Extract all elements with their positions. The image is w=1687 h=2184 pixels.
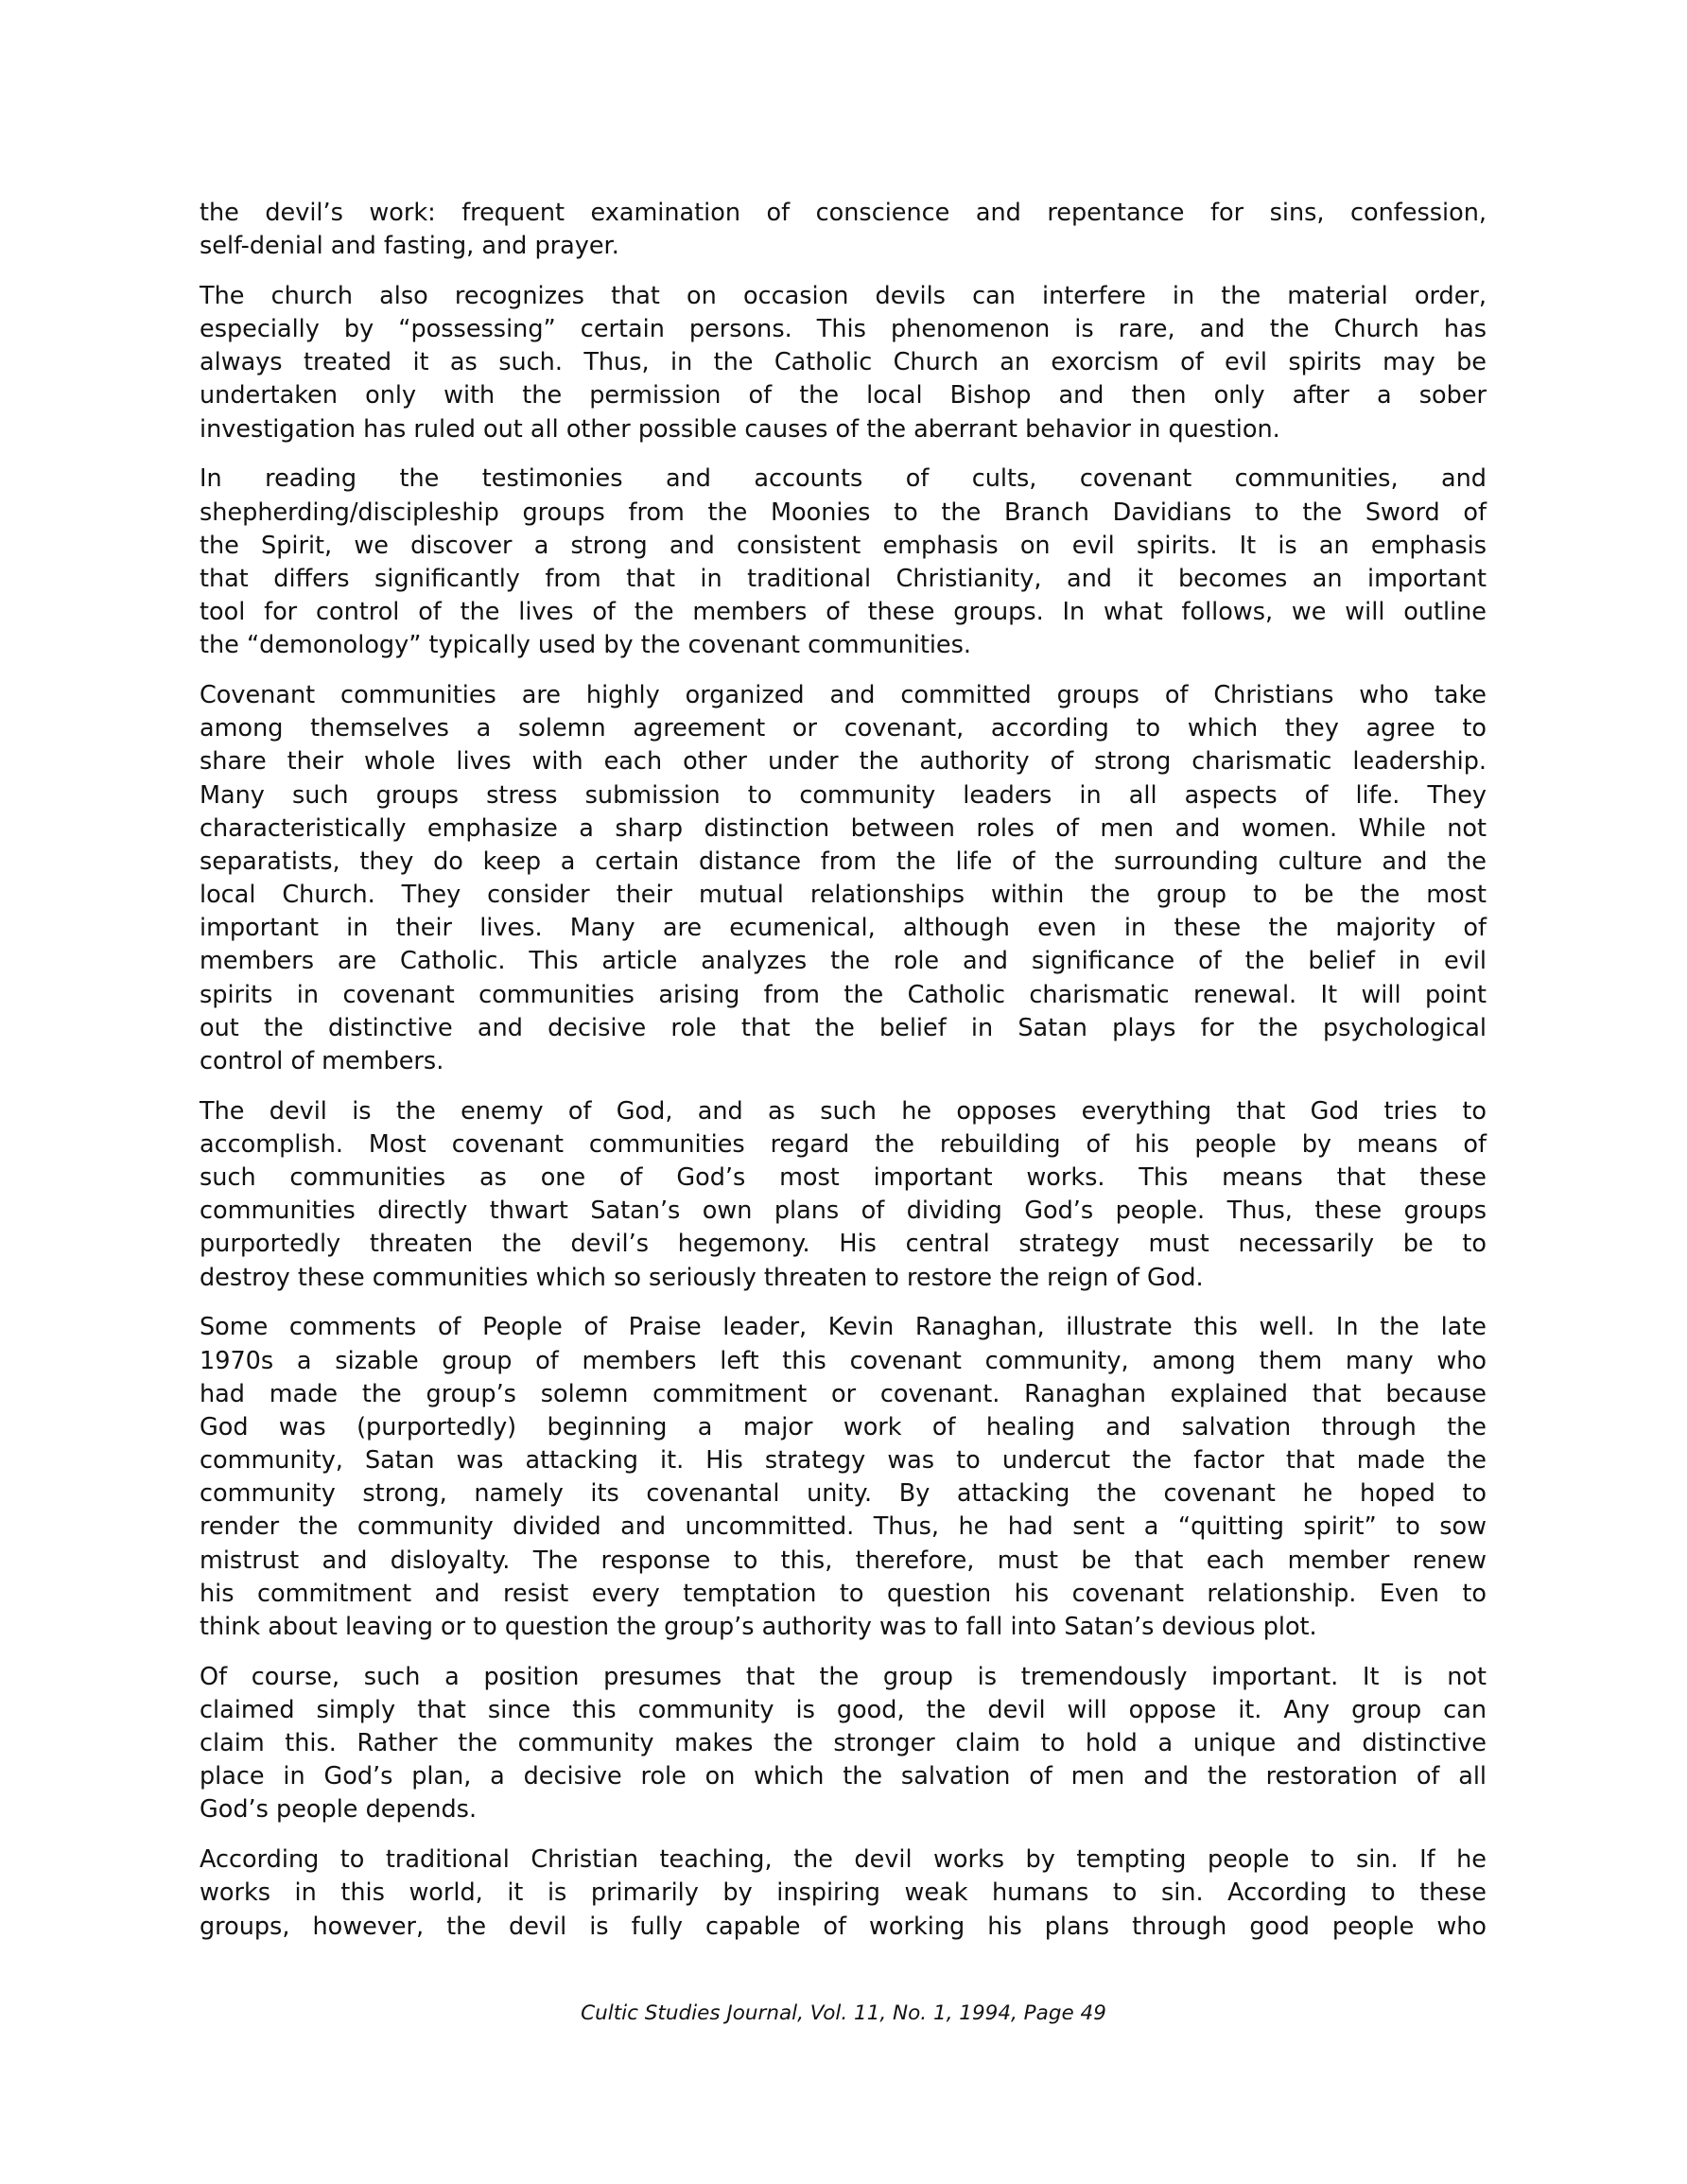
body-text — [200, 197, 1487, 1960]
text-line: shepherding/discipleship groups from the Moonies to the Branch Davidians to the Sword of — [200, 498, 1487, 527]
paragraph — [200, 1311, 1487, 1644]
text-line: members are Catholic. This article analyzes the role and significance of the belief in evil — [200, 947, 1487, 976]
text-line: The devil is the enemy of God, and as such he opposes everything that God tries to — [200, 1096, 1487, 1126]
text-line: God was (purportedly) beginning a major work of healing and salvation through the — [200, 1412, 1487, 1441]
text-line: purportedly threaten the devil’s hegemony. His central strategy must necessarily be to — [200, 1230, 1487, 1259]
page-footer: Cultic Studies Journal, Vol. 11, No. 1, 1994, Page 49 — [581, 2001, 1106, 2025]
text-line: the Spirit, we discover a strong and consistent emphasis on evil spirits. It is an emphasis — [200, 531, 1487, 560]
paragraph — [200, 463, 1487, 662]
paragraph — [200, 1843, 1487, 1944]
text-line: Some comments of People of Praise leader, Kevin Ranaghan, illustrate this well. In the late — [200, 1313, 1487, 1342]
text-line: render the community divided and uncommitted. Thus, he had sent a “quitting spirit” to sow — [200, 1512, 1487, 1542]
text-line: investigation has ruled out all other possible causes of the aberrant behavior in question. — [200, 414, 1280, 444]
text-line: works in this world, it is primarily by inspiring weak humans to sin. According to these — [200, 1878, 1487, 1908]
text-line: God’s people depends. — [200, 1795, 478, 1825]
text-line: the devil’s work: frequent examination of conscience and repentance for sins, confession, — [200, 199, 1487, 227]
text-line: place in God’s plan, a decisive role on which the salvation of men and the restoration of all — [200, 1762, 1487, 1791]
text-line: always treated it as such. Thus, in the Catholic Church an exorcism of evil spirits may be — [200, 348, 1487, 377]
text-line: tool for control of the lives of the members of these groups. In what follows, we will outline — [200, 598, 1487, 627]
text-line: such communities as one of God’s most important works. This means that these — [200, 1163, 1487, 1193]
text-line: Many such groups stress submission to community leaders in all aspects of life. They — [200, 780, 1487, 810]
paragraph — [200, 1095, 1487, 1295]
text-line: Covenant communities are highly organized and committed groups of Christians who take — [200, 680, 1487, 709]
text-line: the “demonology” typically used by the covenant communities. — [200, 631, 971, 660]
text-line: separatists, they do keep a certain distance from the life of the surrounding culture and the — [200, 847, 1487, 876]
text-line: community, Satan was attacking it. His strategy was to undercut the factor that made the — [200, 1446, 1487, 1476]
text-line: In reading the testimonies and accounts of cults, covenant communities, and — [200, 464, 1487, 494]
paragraph — [200, 679, 1487, 1078]
text-line: characteristically emphasize a sharp distinction between roles of men and women. While not — [200, 813, 1487, 843]
text-line: claimed simply that since this community is good, the devil will oppose it. Any group can — [200, 1695, 1487, 1724]
text-line: The church also recognizes that on occasion devils can interfere in the material order, — [200, 281, 1487, 310]
text-line: claim this. Rather the community makes the stronger claim to hold a unique and distinctive — [200, 1729, 1487, 1758]
text-line: community strong, namely its covenantal unity. By attacking the covenant he hoped to — [200, 1479, 1487, 1509]
text-line: mistrust and disloyalty. The response to this, therefore, must be that each member renew — [200, 1546, 1487, 1575]
text-line: 1970s a sizable group of members left this covenant community, among them many who — [200, 1346, 1487, 1375]
paragraph — [200, 280, 1487, 446]
text-line: important in their lives. Many are ecumenical, although even in these the majority of — [200, 914, 1487, 943]
text-line: control of members. — [200, 1047, 444, 1075]
paragraph — [200, 197, 1487, 263]
text-line: spirits in covenant communities arising from the Catholic charismatic renewal. It will point — [200, 980, 1487, 1009]
text-line: especially by “possessing” certain persons. This phenomenon is rare, and the Church has — [200, 315, 1487, 344]
text-line: local Church. They consider their mutual relationships within the group to be the most — [200, 881, 1487, 910]
text-line: groups, however, the devil is fully capable of working his plans through good people who — [200, 1912, 1487, 1941]
text-line: think about leaving or to question the group’s authority was to fall into Satan’s devious plot. — [200, 1613, 1317, 1641]
text-line: his commitment and resist every temptation to question his covenant relationship. Even to — [200, 1579, 1487, 1608]
text-line: destroy these communities which so seriously threaten to restore the reign of God. — [200, 1263, 1204, 1292]
text-line: accomplish. Most covenant communities regard the rebuilding of his people by means of — [200, 1129, 1487, 1159]
text-line: out the distinctive and decisive role that the belief in Satan plays for the psychological — [200, 1013, 1487, 1042]
text-line: communities directly thwart Satan’s own plans of dividing God’s people. Thus, these groups — [200, 1197, 1487, 1226]
text-line: among themselves a solemn agreement or covenant, according to which they agree to — [200, 714, 1487, 743]
text-line: share their whole lives with each other under the authority of strong charismatic leadership. — [200, 747, 1487, 777]
paragraph — [200, 1661, 1487, 1827]
text-line: that differs significantly from that in traditional Christianity, and it becomes an important — [200, 564, 1487, 593]
text-line: undertaken only with the permission of the local Bishop and then only after a sober — [200, 381, 1487, 411]
text-line: had made the group’s solemn commitment or covenant. Ranaghan explained that because — [200, 1379, 1487, 1408]
text-line: Of course, such a position presumes that the group is tremendously important. It is not — [200, 1662, 1487, 1691]
text-line: According to traditional Christian teaching, the devil works by tempting people to sin. If he — [200, 1845, 1487, 1875]
text-line: self-denial and fasting, and prayer. — [200, 232, 619, 261]
